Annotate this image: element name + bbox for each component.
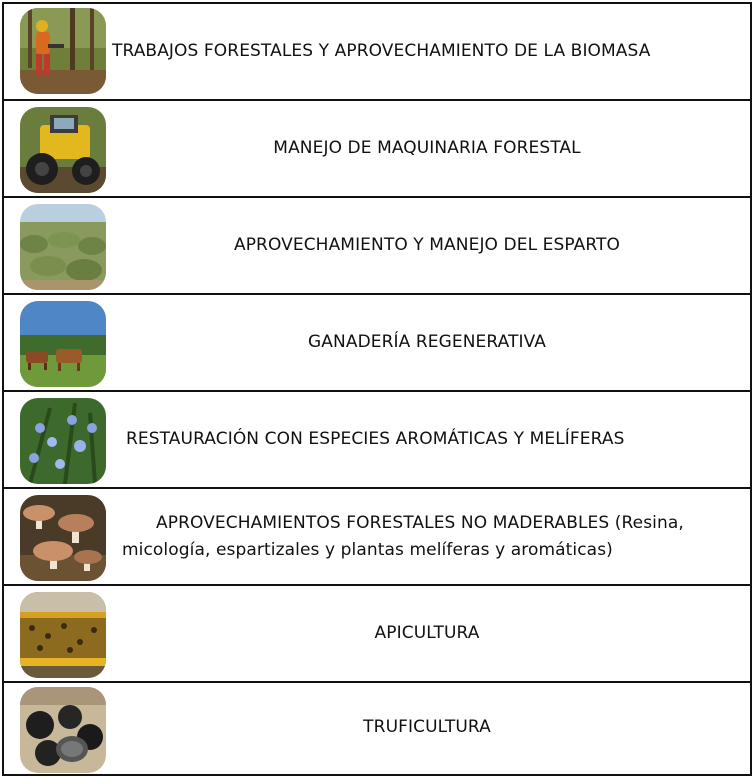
table-row <box>4 392 750 489</box>
table-row <box>4 295 750 392</box>
activities-table <box>2 2 752 776</box>
row-label: APICULTURA <box>374 623 480 643</box>
table-row <box>4 198 750 295</box>
rosemary-flowers-image <box>20 398 106 484</box>
row-label <box>122 510 684 564</box>
esparto-grassland-image <box>20 204 106 290</box>
forestry-machine-image <box>20 107 106 193</box>
row-label: TRUFICULTURA <box>363 717 491 737</box>
row-label: TRABAJOS FORESTALES Y APROVECHAMIENTO DE LA BIOMASA <box>112 41 651 61</box>
row-label: RESTAURACIÓN CON ESPECIES AROMÁTICAS Y MELÍFERAS <box>126 429 625 449</box>
row-label: GANADERÍA REGENERATIVA <box>308 332 546 352</box>
table-row <box>4 683 750 774</box>
table-row <box>4 586 750 683</box>
table-row <box>4 489 750 586</box>
table-row <box>4 4 750 101</box>
black-truffles-image <box>20 687 106 773</box>
wild-mushrooms-image <box>20 495 106 581</box>
forest-worker-image <box>20 8 106 94</box>
table-row <box>4 101 750 198</box>
honeycomb-frame-image <box>20 592 106 678</box>
row-label-line2: micología, espartizales y plantas melíferas y aromáticas) <box>122 540 613 560</box>
row-label-line1: APROVECHAMIENTOS FORESTALES NO MADERABLES (Resina, <box>156 513 684 533</box>
cattle-pasture-image <box>20 301 106 387</box>
row-label: APROVECHAMIENTO Y MANEJO DEL ESPARTO <box>233 235 621 255</box>
row-label: MANEJO DE MAQUINARIA FORESTAL <box>273 138 581 158</box>
